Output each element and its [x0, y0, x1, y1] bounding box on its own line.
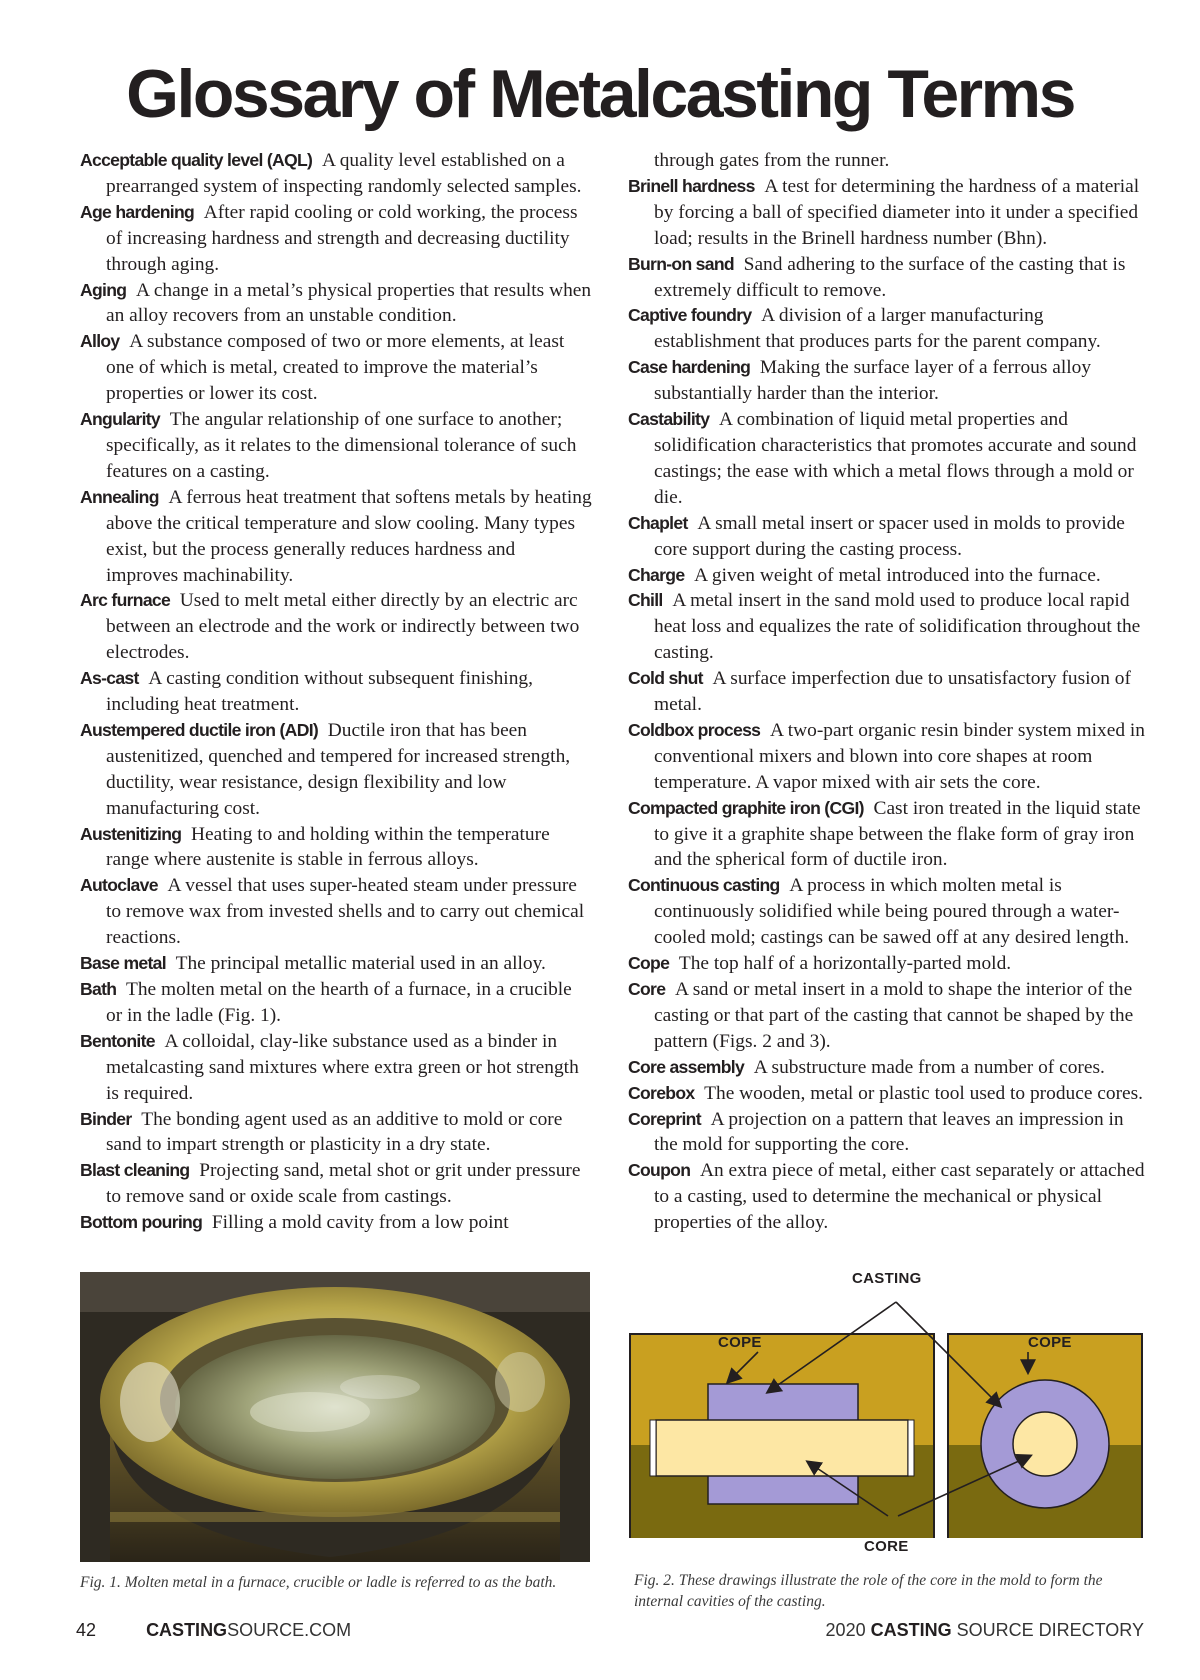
publication-light: SOURCE DIRECTORY — [956, 1620, 1144, 1640]
glossary-definition: A division of a larger manufacturing establishment that produces parts for the parent company. — [654, 305, 1101, 353]
glossary-entry — [628, 666, 1148, 718]
glossary-entry — [80, 278, 592, 330]
glossary-term: Acceptable quality level (AQL) — [80, 150, 313, 170]
glossary-entry — [628, 1055, 1148, 1081]
glossary-definition: Projecting sand, metal shot or grit under pressure to remove sand or oxide scale from castings. — [106, 1160, 581, 1208]
glossary-entry — [80, 822, 592, 874]
glossary-definition: Filling a mold cavity from a low point — [211, 1212, 509, 1234]
page-title: Glossary of Metalcasting Terms — [126, 56, 1074, 132]
glossary-term: Corebox — [628, 1082, 695, 1103]
glossary-term: Brinell hardness — [628, 175, 755, 196]
core-shape-left — [656, 1420, 908, 1476]
molten-bath-illustration — [80, 1272, 590, 1562]
glossary-term: Austenitizing — [80, 823, 182, 844]
glossary-term: Coupon — [628, 1160, 691, 1181]
glossary-definition: Ductile iron that has been austenitized, quenched and tempered for increased strength, ductility, wear resistance, design flexibility and low manufacturing cost. — [106, 719, 571, 819]
glossary-entry — [628, 174, 1148, 252]
glossary-entry — [628, 407, 1148, 511]
glossary-entry — [628, 977, 1148, 1055]
glossary-term: Core — [628, 979, 666, 999]
glossary-definition: A casting condition without subsequent finishing, including heat treatment. — [106, 668, 533, 716]
glossary-term: Angularity — [80, 409, 160, 430]
cope-label-right: COPE — [1028, 1334, 1072, 1351]
glossary-term: Cold shut — [628, 668, 703, 689]
glossary-definition: The principal metallic material used in an alloy. — [175, 953, 546, 975]
glossary-definition: Cast iron treated in the liquid state to give it a graphite shape between the flake form of gray iron and the spherical form of ductile iron. — [654, 797, 1141, 871]
glossary-definition: An extra piece of metal, either cast separately or attached to a casting, used to determine the mechanical or physical properties of the alloy. — [654, 1160, 1145, 1234]
glossary-column-left — [80, 148, 592, 1236]
glossary-entry — [628, 873, 1148, 951]
glossary-entry — [80, 200, 592, 278]
glossary-term: Aging — [80, 279, 127, 300]
glossary-term: Bentonite — [80, 1030, 155, 1051]
glossary-definition: A substance composed of two or more elements, at least one of which is metal, created to improve the material’s properties or lower its cost. — [106, 331, 565, 405]
glossary-term: Base metal — [80, 953, 166, 974]
glossary-term: Charge — [628, 564, 685, 585]
glossary-column-right — [628, 148, 1148, 1236]
glossary-term: Burn-on sand — [628, 253, 734, 274]
site-name-bold: CASTING — [146, 1620, 228, 1640]
glossary-definition: The top half of a horizontally-parted mold. — [678, 953, 1012, 975]
glossary-definition: A process in which molten metal is continuously solidified while being poured through a water-cooled mold; castings can be sawed off at any desired length. — [654, 875, 1130, 949]
glossary-definition: A small metal insert or spacer used in molds to provide core support during the casting process. — [654, 512, 1125, 560]
glossary-entry — [80, 407, 592, 485]
glossary-entry — [80, 1158, 592, 1210]
publication-year: 2020 — [825, 1620, 866, 1640]
cope-label-left: COPE — [718, 1334, 762, 1351]
glossary-entry — [80, 1210, 592, 1236]
bath-photo — [80, 1272, 590, 1562]
glossary-entry — [80, 588, 592, 666]
glossary-definition: A substructure made from a number of cores. — [753, 1056, 1105, 1078]
glossary-entry — [80, 1107, 592, 1159]
core-diagram — [628, 1270, 1144, 1555]
glossary-entry — [80, 329, 592, 407]
glossary-term: Bottom pouring — [80, 1212, 203, 1233]
page-number: 42 — [76, 1620, 97, 1640]
site-name-light: SOURCE.COM — [227, 1620, 352, 1640]
glossary-definition: A surface imperfection due to unsatisfactory fusion of metal. — [654, 668, 1131, 716]
glossary-definition: A given weight of metal introduced into the furnace. — [694, 564, 1101, 586]
glossary-entry — [628, 563, 1148, 589]
glossary-entry — [628, 1081, 1148, 1107]
glossary-entry — [628, 303, 1148, 355]
glossary-term: Chaplet — [628, 512, 688, 533]
glossary-entry — [80, 718, 592, 822]
glossary-term: Case hardening — [628, 357, 751, 378]
glossary-term: Arc furnace — [80, 590, 171, 611]
fig1-caption: Fig. 1. Molten metal in a furnace, crucible or ladle is referred to as the bath. — [80, 1574, 557, 1591]
glossary-definition: After rapid cooling or cold working, the process of increasing hardness and strength and decreasing ductility through aging. — [106, 201, 578, 275]
glossary-term: Castability — [628, 409, 710, 430]
glossary-term: Coreprint — [628, 1108, 701, 1129]
glossary-entry — [628, 1158, 1148, 1236]
glossary-definition: Heating to and holding within the temperature range where austenite is stable in ferrous alloys. — [106, 823, 550, 871]
glossary-definition: A projection on a pattern that leaves an impression in the mold for supporting the core. — [654, 1108, 1124, 1156]
glossary-definition: The bonding agent used as an additive to mold or core sand to impart strength or plasticity in a dry state. — [106, 1108, 563, 1156]
glossary-definition: A metal insert in the sand mold used to produce local rapid heat loss and equalizes the rate of solidification throughout the casting. — [654, 590, 1141, 664]
glossary-entry — [80, 873, 592, 951]
glossary-term: Binder — [80, 1108, 132, 1129]
glossary-definition: The molten metal on the hearth of a furnace, in a crucible or in the ladle (Fig. 1). — [106, 979, 572, 1026]
glossary-entry — [628, 1107, 1148, 1159]
core-circle-right — [1013, 1412, 1077, 1476]
glossary-term: Alloy — [80, 331, 120, 352]
glossary-term: Coldbox process — [628, 719, 761, 740]
glossary-definition: A sand or metal insert in a mold to shape the interior of the casting or that part of the casting that cannot be shaped by the pattern (Figs. 2 and 3). — [654, 979, 1134, 1052]
glossary-term: Blast cleaning — [80, 1160, 190, 1181]
glossary-definition: A ferrous heat treatment that softens metals by heating above the critical temperature and slow cooling. Many types exist, but the process generally reduces hardness and improves machinability. — [106, 486, 592, 586]
glossary-entry — [628, 252, 1148, 304]
glossary-term: Bath — [80, 979, 117, 999]
glossary-term: Age hardening — [80, 201, 195, 222]
publication-bold: CASTING — [870, 1620, 952, 1640]
glossary-definition: A combination of liquid metal properties and solidification characteristics that promotes accurate and sound castings; the ease with which a metal flows through a mold or die. — [654, 409, 1137, 508]
glossary-term: Captive foundry — [628, 305, 752, 326]
glossary-term: Compacted graphite iron (CGI) — [628, 797, 864, 818]
footer-right — [826, 1620, 1144, 1641]
glossary-entry — [628, 588, 1148, 666]
glossary-definition: The angular relationship of one surface to another; specifically, as it relates to the dimensional tolerance of such features on a casting. — [106, 409, 577, 482]
glossary-definition: A colloidal, clay-like substance used as a binder in metalcasting sand mixtures where extra green or hot strength is required. — [106, 1030, 579, 1104]
glossary-definition: Making the surface layer of a ferrous alloy substantially harder than the interior. — [654, 357, 1092, 405]
glossary-definition: A two-part organic resin binder system mixed in conventional mixers and blown into core shapes at room temperature. A vapor mixed with air sets the core. — [654, 719, 1145, 793]
glossary-definition: A vessel that uses super-heated steam under pressure to remove wax from invested shells and to carry out chemical reactions. — [106, 875, 585, 949]
glossary-definition: A change in a metal’s physical properties that results when an alloy recovers from an unstable condition. — [106, 279, 592, 327]
glossary-term: Chill — [628, 590, 663, 611]
glossary-entry — [80, 1029, 592, 1107]
glossary-term: Annealing — [80, 486, 159, 507]
glossary-entry — [628, 718, 1148, 796]
glossary-entry — [80, 666, 592, 718]
glossary-definition: A test for determining the hardness of a material by forcing a ball of specified diameter into it under a specified load; results in the Brinell hardness number (Bhn). — [654, 175, 1140, 249]
glossary-entry — [80, 951, 592, 977]
glossary-term: As-cast — [80, 668, 139, 689]
glossary-entry — [628, 511, 1148, 563]
glossary-definition: A quality level established on a prearranged system of inspecting randomly selected samples. — [106, 150, 582, 197]
core-diagram-drawing — [628, 1294, 1144, 1538]
glossary-term: Cope — [628, 953, 670, 974]
footer-left — [76, 1620, 351, 1641]
glossary-term: Autoclave — [80, 875, 158, 896]
glossary-entry — [80, 148, 592, 200]
glossary-entry — [80, 485, 592, 589]
casting-label: CASTING — [852, 1270, 922, 1287]
glossary-entry — [628, 355, 1148, 407]
continued-definition: through gates from the runner. — [654, 150, 890, 171]
core-label: CORE — [864, 1538, 909, 1555]
glossary-definition: Sand adhering to the surface of the casting that is extremely difficult to remove. — [654, 253, 1126, 301]
glossary-term: Core assembly — [628, 1056, 745, 1077]
glossary-entry — [80, 977, 592, 1029]
glossary-entry — [628, 951, 1148, 977]
glossary-definition: The wooden, metal or plastic tool used to produce cores. — [704, 1082, 1144, 1104]
glossary-term: Austempered ductile iron (ADI) — [80, 719, 319, 740]
glossary-definition: Used to melt metal either directly by an electric arc between an electrode and the work or indirectly between two electrodes. — [106, 590, 580, 664]
glossary-term: Continuous casting — [628, 875, 780, 896]
glossary-entry — [628, 796, 1148, 874]
fig2-caption: Fig. 2. These drawings illustrate the role of the core in the mold to form the internal cavities of the casting. — [634, 1572, 1103, 1610]
